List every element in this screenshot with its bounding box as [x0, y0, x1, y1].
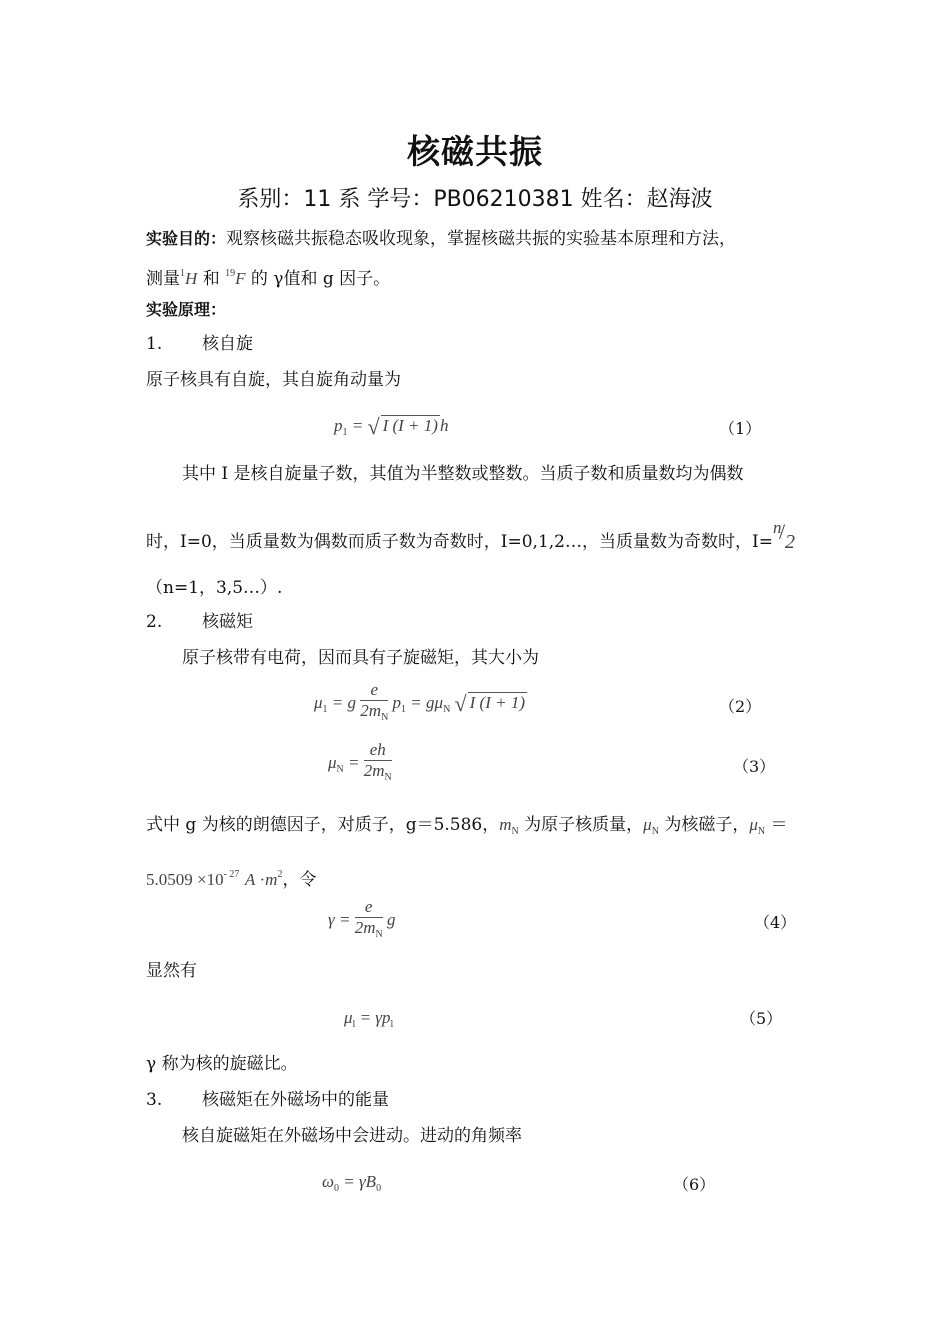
- fraction-numerator: n: [772, 518, 782, 537]
- equation-6: [322, 1172, 381, 1194]
- unit-ampere: A: [244, 870, 256, 889]
- mu-letter: μ: [643, 815, 652, 834]
- m-letter: m: [499, 815, 512, 834]
- section-3-heading: 核磁矩在外磁场中的能量: [202, 1090, 389, 1110]
- eq1-sqrt-content: I (I + 1): [382, 416, 438, 435]
- equation-6-number: （6）: [673, 1175, 716, 1194]
- eq4-g: g: [386, 909, 396, 929]
- eq5-lhs-sub: l: [352, 1019, 356, 1030]
- section-1-para-1: 其中 I 是核自旋量子数，其值为半整数或整数。当质子数和质量数均为偶数: [182, 464, 744, 484]
- mu-sub-2: N: [757, 826, 766, 837]
- author-info: 系别：11 系 学号：PB06210381 姓名：赵海波: [237, 187, 713, 212]
- equation-5-number: （5）: [740, 1009, 783, 1028]
- section-1-para-3: （n=1，3,5…）.: [146, 578, 283, 598]
- mu-n-symbol-2: [749, 815, 766, 837]
- eq2-lhs: μ: [314, 692, 323, 712]
- eq3-den-text: 2m: [363, 761, 385, 780]
- eq1-lhs-sub: 1: [342, 427, 348, 438]
- eq6-lhs: ω: [322, 1172, 335, 1191]
- purpose-line-1: [146, 228, 736, 250]
- document-title: 核磁共振: [407, 132, 543, 171]
- magneton-exponent: - 27: [223, 869, 240, 880]
- section-1-number: 1.: [146, 334, 163, 354]
- eq2-sqrt-content: I (I + 1): [469, 692, 525, 712]
- eq4-lhs: γ: [328, 909, 335, 929]
- line1-text-d: ＝: [770, 815, 788, 835]
- eq3-fraction-numerator: eh: [364, 740, 392, 761]
- mu-n-symbol: [643, 815, 659, 837]
- equation-5: [344, 1008, 393, 1030]
- line1-text-a: 式中 g 为核的朗德因子，对质子，g＝5.586，: [146, 815, 500, 835]
- section-1-intro: 原子核具有自旋，其自旋角动量为: [146, 370, 401, 390]
- eq2-fraction-denominator: [360, 701, 388, 728]
- equation-2-number: （2）: [719, 697, 762, 716]
- purpose-label: 实验目的：: [146, 229, 227, 248]
- equation-3-number: （3）: [733, 757, 776, 776]
- section-2-heading: 核磁矩: [202, 612, 253, 632]
- unit-meter: m: [265, 870, 278, 889]
- eq3-equals: =: [348, 752, 360, 772]
- eq2-mid-sub: N: [443, 703, 451, 715]
- eq6-rhs-sub: 0: [376, 1183, 382, 1194]
- equation-2: [314, 680, 527, 728]
- section-2-intro: 原子核带有电荷，因而具有子旋磁矩，其大小为: [182, 648, 539, 668]
- fluorine-mass-number: 19: [225, 268, 236, 279]
- eq2-equals-g: = g: [331, 692, 357, 712]
- eq4-den-text: 2m: [354, 918, 376, 937]
- purpose-text-1: 观察核磁共振稳态吸收现象，掌握核磁共振的实验基本原理和方法，: [226, 229, 737, 249]
- m-sub: N: [511, 826, 519, 837]
- eq6-rhs: = γB: [343, 1172, 377, 1191]
- magneton-value: 5.0509 ×10: [146, 870, 224, 889]
- section-2-line-2: [146, 864, 316, 891]
- eq3-lhs-sub: N: [336, 763, 344, 775]
- eq1-tail: h: [439, 416, 449, 435]
- purpose-text-2b: 和: [202, 269, 220, 289]
- gamma-symbol: γ: [273, 269, 284, 289]
- section-2-number: 2.: [146, 612, 163, 632]
- purpose-text-2c: 的: [250, 269, 268, 289]
- eq3-lhs: μ: [328, 752, 337, 772]
- eq1-equals: =: [351, 416, 368, 435]
- eq2-den-sub: N: [381, 712, 389, 723]
- line2-tail: ，令: [282, 870, 317, 890]
- principle-label: 实验原理：: [146, 300, 227, 319]
- eq2-mid: = gμ: [410, 692, 444, 712]
- unit-dot: ·: [255, 870, 266, 889]
- purpose-text-2e: 值和 g 因子。: [283, 269, 391, 289]
- mu-letter-2: μ: [749, 815, 758, 834]
- hydrogen-mass-number: 1: [180, 268, 185, 279]
- eq6-lhs-sub: 0: [334, 1183, 340, 1194]
- fluorine-symbol: [225, 269, 245, 288]
- fraction-denominator: 2: [784, 531, 795, 553]
- eq2-fraction-numerator: e: [360, 680, 388, 701]
- hydrogen-letter: H: [185, 269, 198, 288]
- obviously-text: 显然有: [146, 961, 197, 981]
- fraction-slash: /: [778, 519, 786, 544]
- eq4-fraction-numerator: e: [355, 897, 383, 918]
- equation-3: [328, 740, 392, 788]
- eq4-fraction: [355, 897, 383, 945]
- eq4-equals: =: [338, 909, 351, 929]
- eq2-fraction: [360, 680, 388, 728]
- eq5-lhs: μ: [344, 1008, 353, 1027]
- section-3-number: 3.: [146, 1090, 163, 1110]
- section-2-line-1: [146, 814, 788, 843]
- n-over-2-fraction: [772, 518, 797, 553]
- hydrogen-symbol: [180, 269, 197, 288]
- line1-text-b: 为原子核质量，: [524, 815, 644, 835]
- eq1-lhs: p: [334, 416, 343, 435]
- eq4-den-sub: N: [375, 929, 383, 940]
- eq3-den-sub: N: [384, 772, 392, 783]
- purpose-text-2a: 测量: [146, 269, 180, 289]
- m-n-symbol: [499, 815, 519, 837]
- eq3-fraction: [364, 740, 392, 788]
- eq5-rhs: = γp: [359, 1008, 391, 1027]
- unit-exponent: 2: [277, 869, 283, 880]
- equation-1: [334, 414, 448, 440]
- purpose-line-2: [146, 263, 390, 290]
- eq2-lhs-sub: 1: [322, 703, 328, 715]
- sqrt-icon: √: [454, 690, 467, 716]
- mu-sub: N: [651, 826, 659, 837]
- section-1-para-2-text: 时，I=0，当质量数为偶数而质子数为奇数时，I=0,1,2…，当质量数为奇数时，I=: [146, 532, 773, 552]
- sqrt-icon: √: [367, 414, 380, 439]
- section-1-heading: 核自旋: [202, 334, 253, 354]
- section-1-para-2: [146, 518, 797, 553]
- eq2-p: p: [392, 692, 402, 712]
- eq4-fraction-denominator: [355, 918, 383, 945]
- eq2-p-sub: 1: [401, 703, 407, 715]
- section-3-intro: 核自旋磁矩在外磁场中会进动。进动的角频率: [182, 1126, 522, 1146]
- eq2-den-text: 2m: [360, 701, 382, 720]
- eq3-fraction-denominator: [364, 761, 392, 788]
- equation-1-number: （1）: [719, 419, 762, 438]
- fluorine-letter: F: [235, 269, 246, 288]
- gamma-definition: γ 称为核的旋磁比。: [146, 1054, 298, 1074]
- line1-text-c: 为核磁子，: [664, 815, 750, 835]
- equation-4: [328, 897, 395, 945]
- eq5-rhs-sub: l: [390, 1019, 394, 1030]
- equation-4-number: （4）: [754, 913, 797, 932]
